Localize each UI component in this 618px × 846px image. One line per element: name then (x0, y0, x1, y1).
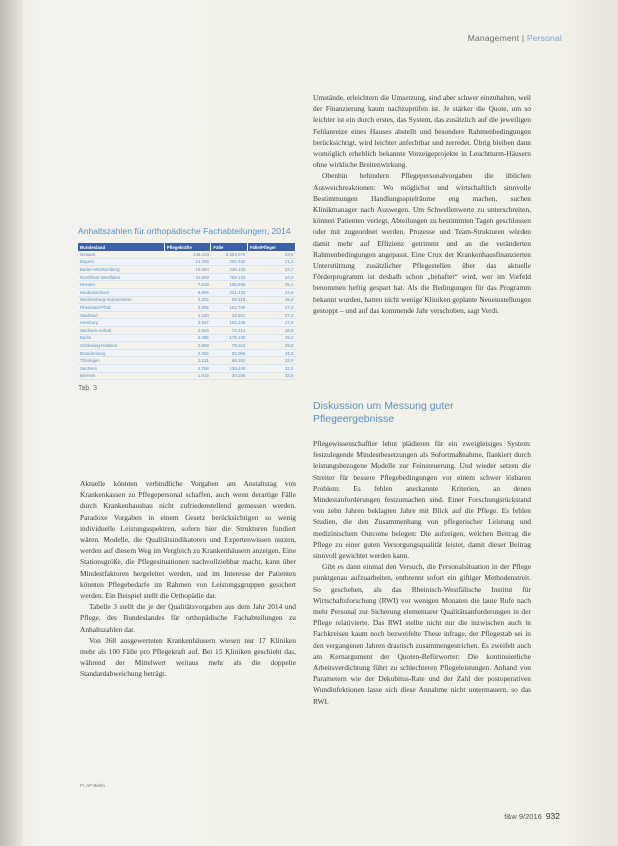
table-row (78, 251, 296, 258)
table-cell: 10.394 (164, 266, 211, 274)
table-cell: 6.095 (164, 334, 211, 342)
paragraph: Umstände, erleichtern die Umsetzung, sind aber schwer einzuhalten, weil der Finanzierung kaum nachzuprüfen ist. Je stärker die Quote, um so leichter ist ein durch erstes, das System, das zusätzlich auf die jeweiligen Fehlanreize eines Hauses abstellt und besondere Rahmenbedingungen berücksichtigt, wird leichter anfechtbar und zerredet. Übrig bleiben dann womöglich erheblich bekannte Vorzeigeprojekte in Leuchtturm-Häusern ohne wirkliche Breitenwirkung. (313, 93, 531, 170)
table-row (78, 288, 296, 296)
table-cell: 27,3 (247, 304, 295, 312)
table-cell: 24,0 (247, 273, 295, 281)
table-cell: 32,0 (247, 357, 295, 365)
table-row (78, 372, 296, 380)
table-cell: 2.659 (164, 342, 211, 350)
table-cell: 144.410 (164, 251, 211, 258)
table-cell: 8.995 (164, 288, 211, 296)
table-cell: 3.637 (164, 319, 211, 327)
hospital-staff-table (78, 243, 296, 380)
table-cell: 33.261 (211, 311, 247, 319)
table-cell: 24,6 (247, 288, 295, 296)
table-cell: Niedersachsen (78, 288, 164, 296)
left-column-text (80, 478, 296, 680)
table-cell: Gesamt (78, 251, 164, 258)
table-cell: Saarland (78, 311, 164, 319)
page-spine-shadow (0, 0, 22, 846)
magazine-issue: f&w 9/2016 (504, 812, 542, 821)
table-cell: 1.220 (164, 311, 211, 319)
column-header: Fälle/Pfleger (247, 243, 295, 251)
table-cell: 58.218 (211, 296, 247, 304)
table-cell: Thüringen (78, 357, 164, 365)
table-row (78, 342, 296, 350)
paragraph: Tabelle 3 stellt die je der Qualitätsvorgaben aus dem Jahr 2014 und Pflege, des Bundeslandes für orthopädische Fachabteilungen zu Anhaltszahlen dar. (80, 602, 296, 634)
right-column-top-text (313, 92, 531, 316)
table-cell: 246.120 (211, 266, 247, 274)
table-cell: 178.100 (211, 334, 247, 342)
table-body (78, 251, 296, 380)
table-cell: 260.462 (211, 258, 247, 266)
table-cell: 29,8 (247, 342, 295, 350)
paragraph: Obenhin behindern Pflegepersonalvorgaben die üblichen Ausweichreaktionen: Wo möglichst und wirtschaftlich sinnvolle Bestimmungen Handlungsspielräume eng machen, suchen Klinikmanager nach Auswegen. Um Schwellenwerte zu unterschreiten, können Patienten verlegt, Abteilungen zu bestimmten Tagen geschlossen oder mit zugeordnet werden. Prozesse und Team-Strukturen würden damit mehr auf Effizienz getrimmt und an die veränderten Rahmenbedingungen angepasst. Eine Crux der Krankenhausfinanzierten Unterstützung zusätzlicher Pflegestellen über das aktuelle Förderprogramm ist deshalb schon „behaftet“ wird, wer im Vorfeld benommen heftig gespart hat. Als die Bedingungen für das Programm bekannt wurden, hatten nicht wenige Kliniken geplante Neueinstellungen gestoppt – und auf das kommende Jahr verschoben, sagt Verdi. (313, 171, 531, 315)
table-cell: Sachsen (78, 364, 164, 372)
table-cell: 3.805 (164, 304, 211, 312)
table-cell: Rheinland-Pfalz (78, 304, 164, 312)
column-header: Bundesland (78, 243, 164, 251)
table-cell: 190.960 (211, 281, 247, 289)
table-cell: 31,5 (247, 349, 295, 357)
table-cell: Mecklenburg-Vorpommern (78, 296, 164, 304)
table-cell: 65.066 (211, 349, 247, 357)
table-cell: Hessen (78, 281, 164, 289)
table-cell: 68.182 (211, 357, 247, 365)
page-number: 932 (545, 811, 560, 821)
table-cell: 2.504 (164, 326, 211, 334)
table-cell: Bayern (78, 258, 164, 266)
table-row (78, 349, 296, 357)
table-cell: 25,0 (247, 296, 295, 304)
table-row (78, 281, 296, 289)
column-header: Pflegekräfte (164, 243, 211, 251)
table-row (78, 364, 296, 372)
table-cell: 100.246 (211, 319, 247, 327)
table-cell: 2.332 (164, 296, 211, 304)
table-cell: 29,2 (247, 334, 295, 342)
paragraph: Aktuelle könnten verbindliche Vorgaben am Anstaltstag von Krankenkassen zu Pflegepersonal schaffen, auch wenn derartige Fälle durch Krankenhausbau nicht zufriedenstellend gemessen werden. Paradoxe Vorgaben in einem Gesetz berücksichtigen so wenig individuelle Leistungsspektren, sofern hier die Strukturen fundiert wären. Modelle, die Qualitätsindikatoren und Expertenwissen nutzen, werden auf diesem Weg im Vergleich zu Krankenhäusern anzeigen. Eine Stationsgröße, die Pflegesituationen nachvollziehbar macht, kann über Mindestfaktoren hergeleitet werden, und im Interesse der Patienten könnten Pflegebedarfe im Rahmen von Leistungsgruppen gesichert werden. Ein Beispiel stellt die Orthopädie dar. (80, 479, 296, 601)
table-cell: 12.335 (164, 258, 211, 266)
table-row (78, 296, 296, 304)
table-row (78, 319, 296, 327)
page-footer (504, 811, 560, 821)
table-cell: Baden-Württemberg (78, 266, 164, 274)
table-cell: Brandenburg (78, 349, 164, 357)
table-row (78, 334, 296, 342)
table-cell: 2.065 (164, 349, 211, 357)
table-cell: Sachsen-Anhalt (78, 326, 164, 334)
table-cell: 33.185 (211, 372, 247, 380)
table-row (78, 326, 296, 334)
section-heading: Diskussion um Messung guter Pflegeergebnisse (313, 400, 454, 425)
table-cell: 7.619 (164, 281, 211, 289)
table-caption: Tab. 3 (78, 385, 98, 393)
header-separator: | (519, 33, 527, 43)
table-cell: 23,7 (247, 266, 295, 274)
table-row (78, 266, 296, 274)
table-cell: 72.214 (211, 326, 247, 334)
table-cell: Bremen (78, 372, 164, 380)
right-column-bottom-text (313, 438, 531, 707)
table-cell: 79.154 (211, 342, 247, 350)
table-row (78, 258, 296, 266)
table-cell: 28,8 (247, 326, 295, 334)
table-cell: Hamburg (78, 319, 164, 327)
table-cell: Berlin (78, 334, 164, 342)
table-cell: 4.258 (164, 364, 211, 372)
table-cell: 21,1 (247, 258, 295, 266)
table-row (78, 273, 296, 281)
table-header-row (78, 243, 296, 251)
table-row (78, 357, 296, 365)
table-cell: 25,1 (247, 281, 295, 289)
table-cell: 2.131 (164, 357, 211, 365)
table-cell: 32,6 (247, 372, 295, 380)
table-cell: 32,0 (247, 364, 295, 372)
table-row (78, 311, 296, 319)
table-cell: 31.669 (164, 273, 211, 281)
table-cell: Schleswig-Holstein (78, 342, 164, 350)
photo-credit: Fr. AP Berlin (80, 783, 105, 788)
running-header (468, 33, 562, 43)
paragraph: Gibt es dann einmal den Versuch, die Personalsituation in der Pflege punktgenau aufzuarbeiten, entbrennt sofort ein giftiger Methodenstreit. So geschehen, als das Rheinisch-Westfälische Institut für Wirtschaftsforschung (RWI) vor wenigen Monaten die laute Rufe nach mehr Personal zur Sicherung elementarer Qualitätsanforderungen in der Pflege relativierte. Das RWI stellte nicht nur die inzwischen auch in Fachkreisen kaum noch bezweifelte These infrage, der Pflegestab sei in den vergangenen Jahren drastisch zusammengestrichen. Es zweifelt auch am Kernargument der Quoten-Befürworter: Die kontinuierliche Arbeitsverdichtung führt zu schlechteren Pflegeleistungen. Anhand von Parametern wie der Dekubitus-Rate und der Zahl der postoperativen Wundinfektionen lasse sich diese Annahme nicht untermauern, so das RWI. (313, 562, 531, 706)
table-cell: 27,3 (247, 311, 295, 319)
paragraph: Pflegewissenschaftler lehnt plädieren für ein zweigleisiges System: festzulegende Mindestbesetzungen als Sofortmaßnahme, flankiert durch leistungsbezogene Modelle zur Feinsteuerung. Und wieder setzen die Streiter für bessere Pflegebedingungen vor einem schwer lösbaren Problem: Es fehlen anerkannte Kriterien, an denen Mindestanforderungen festzumachen sind. Einer Forschungsrückstand von zehn Jahren beklagten Jahre mit Blick auf die Pflege. Es fehlen Studien, die den Zusammenhang von pflegerischer Leistung und medizinischem Outcome belegen: Die aufzeigen, welchen Beitrag die Pflege zu einer guten Versorgungsqualität leistet, damit dieser Beitrag sinnvoll gewichtet werden kann. (313, 439, 531, 561)
table-cell: 759.133 (211, 273, 247, 281)
table-cell: 221.433 (211, 288, 247, 296)
table-cell: 103.705 (211, 304, 247, 312)
column-header: Fälle (211, 243, 247, 251)
table-row (78, 304, 296, 312)
table-cell: 27,6 (247, 319, 295, 327)
paragraph: Von 368 ausgewerteten Krankenhäusern wiesen nur 17 Kliniken mehr als 100 Fälle pro Pflegekraft auf. Bei 15 Kliniken geschieht das, während der Mittelwert weitaus mehr als die doppelte Standardabweichung beträgt. (80, 635, 296, 679)
header-subsection: Personal (526, 33, 562, 43)
header-section: Management (467, 33, 520, 43)
table-cell: 1.019 (164, 372, 211, 380)
statistics-table-block (78, 226, 296, 392)
table-cell: 23,5 (247, 251, 295, 258)
table-title: Anhaltszahlen für orthopädische Fachabteilungen, 2014 (78, 226, 291, 236)
table-cell: 136.440 (211, 364, 247, 372)
table-cell: 3.393.071 (211, 251, 247, 258)
table-cell: Nordrhein-Westfalen (78, 273, 164, 281)
